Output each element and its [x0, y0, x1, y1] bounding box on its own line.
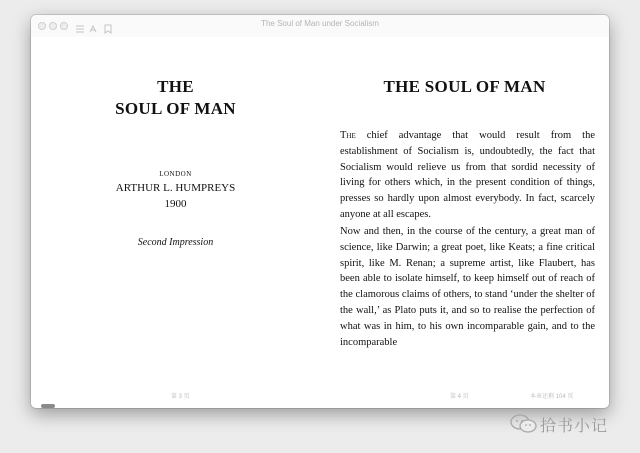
right-page-number: 第 4 页 — [450, 394, 469, 400]
chapter-heading: THE SOUL OF MAN — [383, 77, 546, 96]
left-page — [31, 37, 320, 408]
reader-window — [31, 15, 609, 408]
paragraph-dropcap: The — [340, 130, 356, 141]
chapter-remaining-pages: 本章还剩 104 页 — [530, 394, 574, 400]
left-page-number: 第 3 页 — [171, 394, 190, 400]
publication-year: 1900 — [164, 198, 187, 210]
wechat-icon — [510, 414, 538, 434]
window-title: The Soul of Man under Socialism — [261, 19, 379, 28]
title-bar — [31, 15, 609, 37]
paragraph-1-text: chief advantage that would result from the establishment of Socialism is, undoubtedly, the fact that Socialism would relieve us from that sordid necessity of living for others which, in the present condition of things, presses so hardly upon almost everybody. In fact, scarcely anyone at all escapes. — [340, 130, 595, 220]
right-page — [320, 37, 609, 408]
scroll-thumb[interactable] — [41, 404, 55, 408]
publication-city: LONDON — [159, 170, 192, 178]
impression-note: Second Impression — [137, 237, 214, 248]
watermark — [510, 412, 630, 438]
publisher-name: ARTHUR L. HUMPREYS — [115, 182, 236, 194]
paragraph-2: Now and then, in the course of the century, a great man of science, like Darwin; a great poet, like Keats; a fine critical spirit, like M. Renan; a supreme artist, like Flaubert, has been able to isolate himself, to keep himself out of reach of the clamorous claims of others, to stand ‘under the shelter of the wall,’ as Plato puts it, and so to realise the perfection of what was in him, to his own incomparable gain, and to the incomparable — [340, 226, 595, 348]
watermark-text: 拾书小记 — [540, 418, 609, 435]
book-title-line2: SOUL OF MAN — [115, 99, 236, 118]
paragraph-1 — [340, 128, 595, 223]
book-title-line1: THE — [157, 77, 194, 96]
